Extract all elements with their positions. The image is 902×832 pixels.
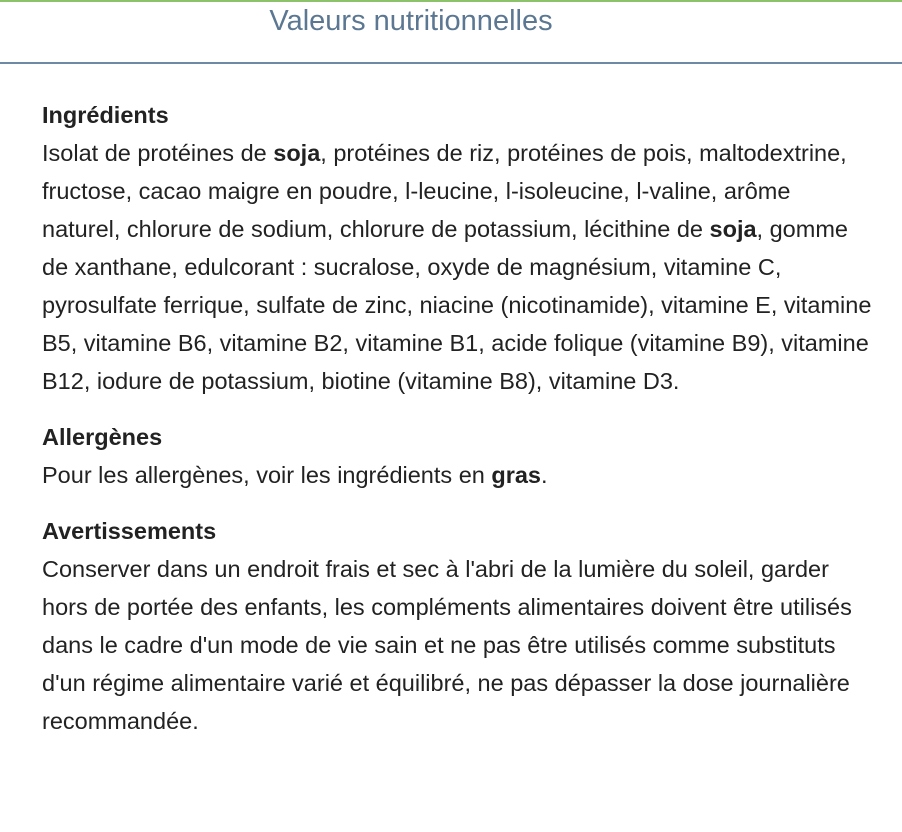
allergens-text <box>42 456 872 494</box>
ingredients-text-part-2: , protéines de riz, protéines de pois, maltodextrine, fructose, cacao maigre en poudre, l-leucine, l-isoleucine, l-valine, arôme naturel, chlorure de sodium, chlorure de potassium, lécithine de <box>42 140 847 242</box>
warnings-heading: Avertissements <box>42 518 217 544</box>
ingredients-heading: Ingrédients <box>42 102 169 128</box>
product-info-content <box>42 96 872 758</box>
allergens-bold-word: gras <box>491 462 541 488</box>
warnings-text: Conserver dans un endroit frais et sec à l'abri de la lumière du soleil, garder hors de portée des enfants, les compléments alimentaires doivent être utilisés dans le cadre d'un mode de vie sain et ne pas être utilisés comme substituts d'un régime alimentaire varié et équilibré, ne pas dépasser la dose journalière recommandée. <box>42 556 852 734</box>
tab-title-nutrition[interactable]: Valeurs nutritionnelles <box>269 5 553 37</box>
allergens-section <box>42 418 872 494</box>
allergens-heading: Allergènes <box>42 424 163 450</box>
allergens-text-part-2: . <box>541 462 548 488</box>
header-divider <box>0 62 902 64</box>
allergens-text-part-1: Pour les allergènes, voir les ingrédients en <box>42 462 492 488</box>
warnings-section <box>42 512 872 740</box>
allergen-soja-2: soja <box>709 216 757 242</box>
ingredients-text <box>42 134 872 400</box>
allergen-soja-1: soja <box>273 140 321 166</box>
ingredients-text-part-3: , gomme de xanthane, edulcorant : sucralose, oxyde de magnésium, vitamine C, pyrosulfate ferrique, sulfate de zinc, niacine (nicotinamide), vitamine E, vitamine B5, vitamine B6, vitamine B2, vitamine B1, acide folique (vitamine B9), vitamine B12, iodure de potassium, biotine (vitamine B8), vitamine D3. <box>42 216 872 394</box>
ingredients-text-part-1: Isolat de protéines de <box>42 140 274 166</box>
ingredients-section <box>42 96 872 400</box>
